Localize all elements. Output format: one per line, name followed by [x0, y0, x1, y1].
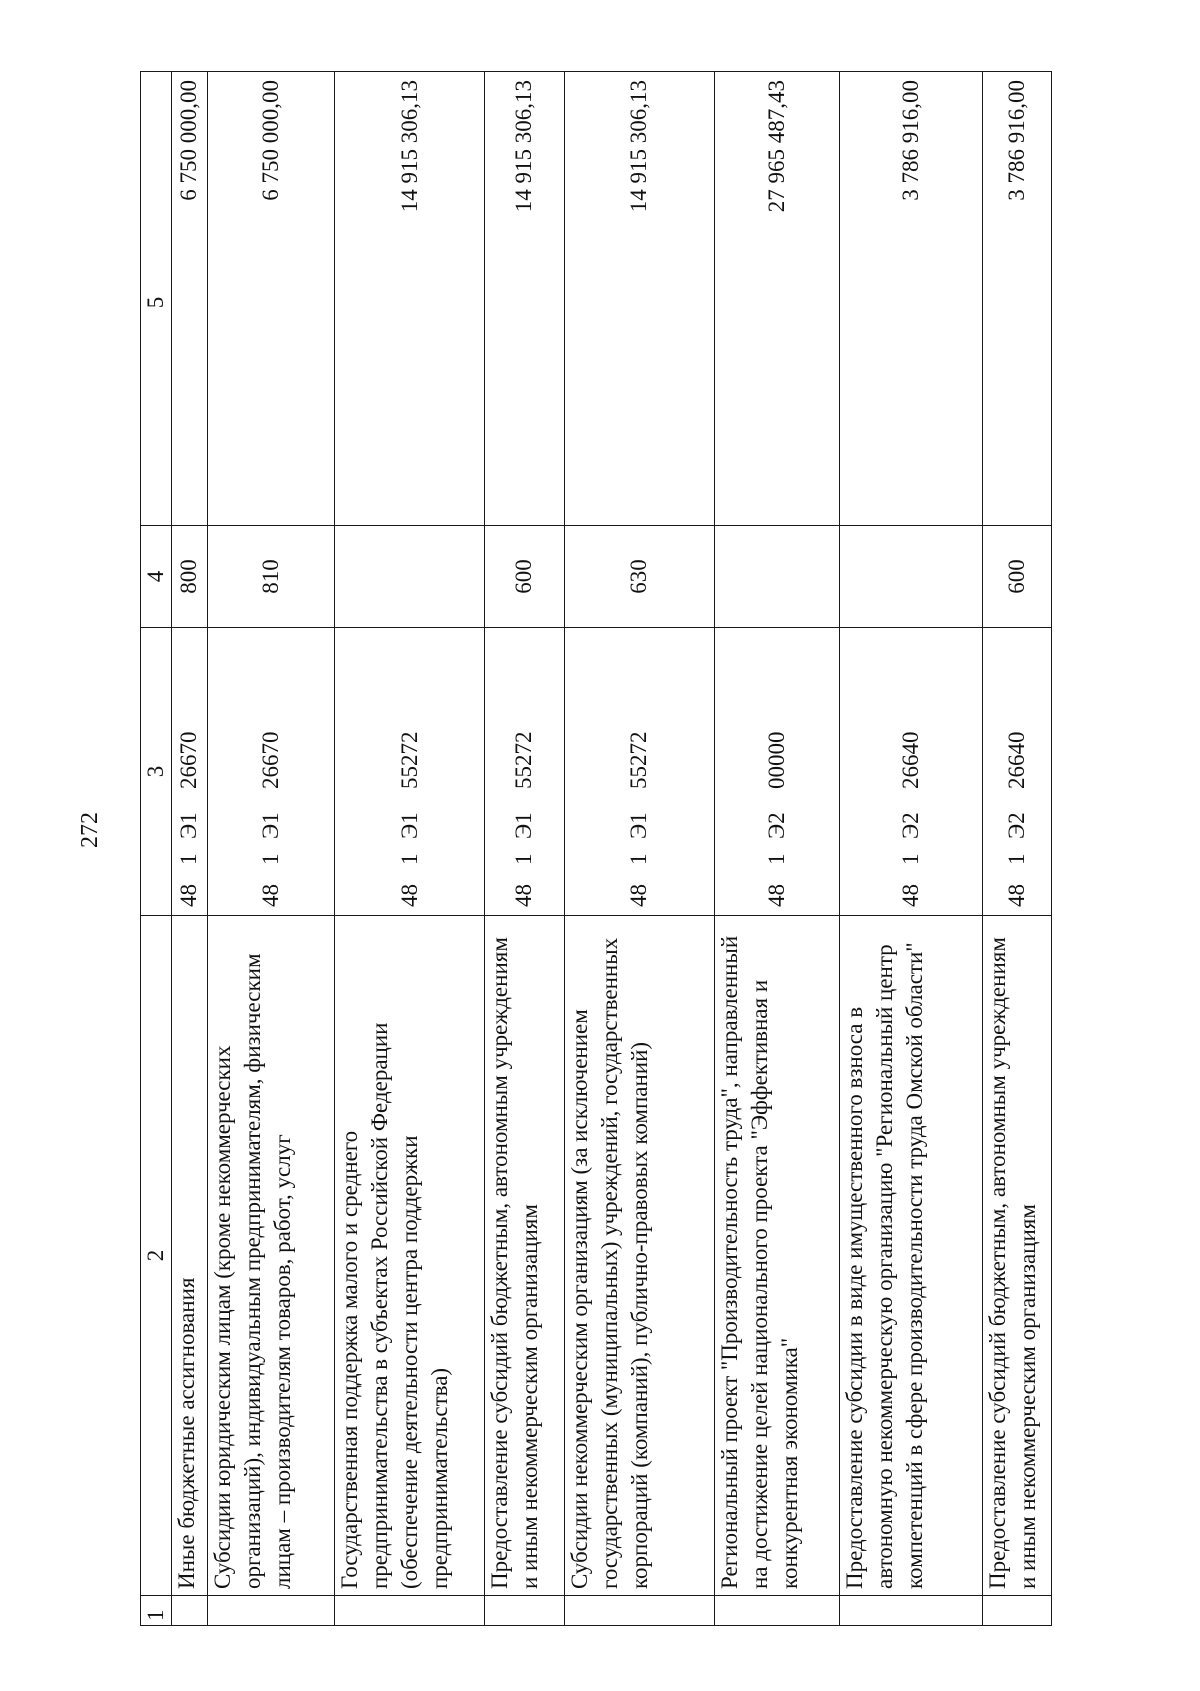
header-col-5: 5	[141, 72, 172, 526]
table-row	[171, 72, 207, 1626]
row-amount-cell: 14 915 306,13	[485, 72, 565, 526]
header-col-4: 4	[141, 526, 172, 628]
row-name-cell: Предоставление субсидии в виде имущественного взноса в автономную некоммерческую организацию "Региональный центр компетенций в сфере производительности труда Омской области"	[839, 916, 982, 1596]
row-code-cell	[564, 628, 714, 916]
code-part: 48	[897, 884, 923, 907]
row-amount-cell: 27 965 487,43	[714, 72, 839, 526]
code-part: Э2	[763, 812, 789, 839]
row-code-cell	[839, 628, 982, 916]
rotated-table-region	[140, 72, 1052, 1626]
table-row	[564, 72, 714, 1626]
row-name-cell: Субсидии юридическим лицам (кроме некоммерческих организаций), индивидуальным предпринимателям, физическим лицам – производителям товаров, работ, услуг	[208, 916, 335, 1596]
row-code-cell	[714, 628, 839, 916]
table-row	[335, 72, 485, 1626]
code-part: 48	[1003, 884, 1029, 907]
row-name-cell: Предоставление субсидий бюджетным, автономным учреждениям и иным некоммерческим организациям	[982, 916, 1051, 1596]
code-part: 55272	[396, 731, 422, 789]
row-number-cell	[485, 1596, 565, 1626]
table-row	[839, 72, 982, 1626]
table-row	[982, 72, 1051, 1626]
row-name-cell: Региональный проект "Производительность труда", направленный на достижение целей национального проекта "Эффективная и конкурентная экономика"	[714, 916, 839, 1596]
row-type-cell: 810	[208, 526, 335, 628]
code-part: 48	[176, 884, 202, 907]
code-part: 26670	[176, 731, 202, 789]
code-part: 1	[897, 853, 923, 865]
code-part: 48	[396, 884, 422, 907]
header-col-2: 2	[141, 916, 172, 1596]
row-amount-cell: 3 786 916,00	[839, 72, 982, 526]
row-amount-cell: 14 915 306,13	[564, 72, 714, 526]
code-part: 55272	[626, 731, 652, 789]
code-part: 1	[176, 853, 202, 865]
row-name-cell: Субсидии некоммерческим организациям (за исключением государственных (муниципальных) учреждений, государственных корпораций (компаний), публично-правовых компаний)	[564, 916, 714, 1596]
row-type-cell: 800	[171, 526, 207, 628]
code-part: Э1	[511, 812, 537, 839]
row-type-cell: 600	[982, 526, 1051, 628]
row-number-cell	[564, 1596, 714, 1626]
row-type-cell	[335, 526, 485, 628]
code-part: 00000	[763, 731, 789, 789]
row-code-cell	[485, 628, 565, 916]
code-part: Э2	[1003, 812, 1029, 839]
code-part: Э2	[897, 812, 923, 839]
code-part: Э1	[626, 812, 652, 839]
row-code-cell	[335, 628, 485, 916]
table-row	[714, 72, 839, 1626]
row-amount-cell: 3 786 916,00	[982, 72, 1051, 526]
header-col-3: 3	[141, 628, 172, 916]
code-part: 26640	[897, 731, 923, 789]
row-code-cell	[208, 628, 335, 916]
code-part: 26640	[1003, 731, 1029, 789]
code-part: Э1	[176, 812, 202, 839]
row-number-cell	[714, 1596, 839, 1626]
code-part: 26670	[258, 731, 284, 789]
row-amount-cell: 6 750 000,00	[171, 72, 207, 526]
row-name-cell: Предоставление субсидий бюджетным, автономным учреждениям и иным некоммерческим организациям	[485, 916, 565, 1596]
row-type-cell	[714, 526, 839, 628]
code-part: 48	[511, 884, 537, 907]
code-part: 48	[626, 884, 652, 907]
code-part: Э1	[396, 812, 422, 839]
row-name-cell: Иные бюджетные ассигнования	[171, 916, 207, 1596]
row-code-cell	[982, 628, 1051, 916]
code-part: 48	[763, 884, 789, 907]
row-type-cell	[839, 526, 982, 628]
page-number: 272	[77, 812, 103, 848]
row-code-cell	[171, 628, 207, 916]
code-part: 1	[511, 853, 537, 865]
row-number-cell	[839, 1596, 982, 1626]
code-part: 1	[258, 853, 284, 865]
row-number-cell	[982, 1596, 1051, 1626]
row-number-cell	[335, 1596, 485, 1626]
row-amount-cell: 6 750 000,00	[208, 72, 335, 526]
budget-table	[140, 71, 1052, 1626]
row-type-cell: 600	[485, 526, 565, 628]
code-part: 1	[763, 853, 789, 865]
code-part: 1	[626, 853, 652, 865]
code-part: 1	[396, 853, 422, 865]
row-name-cell: Государственная поддержка малого и среднего предпринимательства в субъектах Российской Федерации (обеспечение деятельности центра поддержки предпринимательства)	[335, 916, 485, 1596]
row-amount-cell: 14 915 306,13	[335, 72, 485, 526]
table-row	[485, 72, 565, 1626]
code-part: Э1	[258, 812, 284, 839]
row-number-cell	[171, 1596, 207, 1626]
header-col-1: 1	[141, 1596, 172, 1626]
row-number-cell	[208, 1596, 335, 1626]
header-row	[141, 72, 172, 1626]
table-wrap	[140, 72, 1052, 1626]
row-type-cell: 630	[564, 526, 714, 628]
code-part: 55272	[511, 731, 537, 789]
table-row	[208, 72, 335, 1626]
code-part: 48	[258, 884, 284, 907]
code-part: 1	[1003, 853, 1029, 865]
